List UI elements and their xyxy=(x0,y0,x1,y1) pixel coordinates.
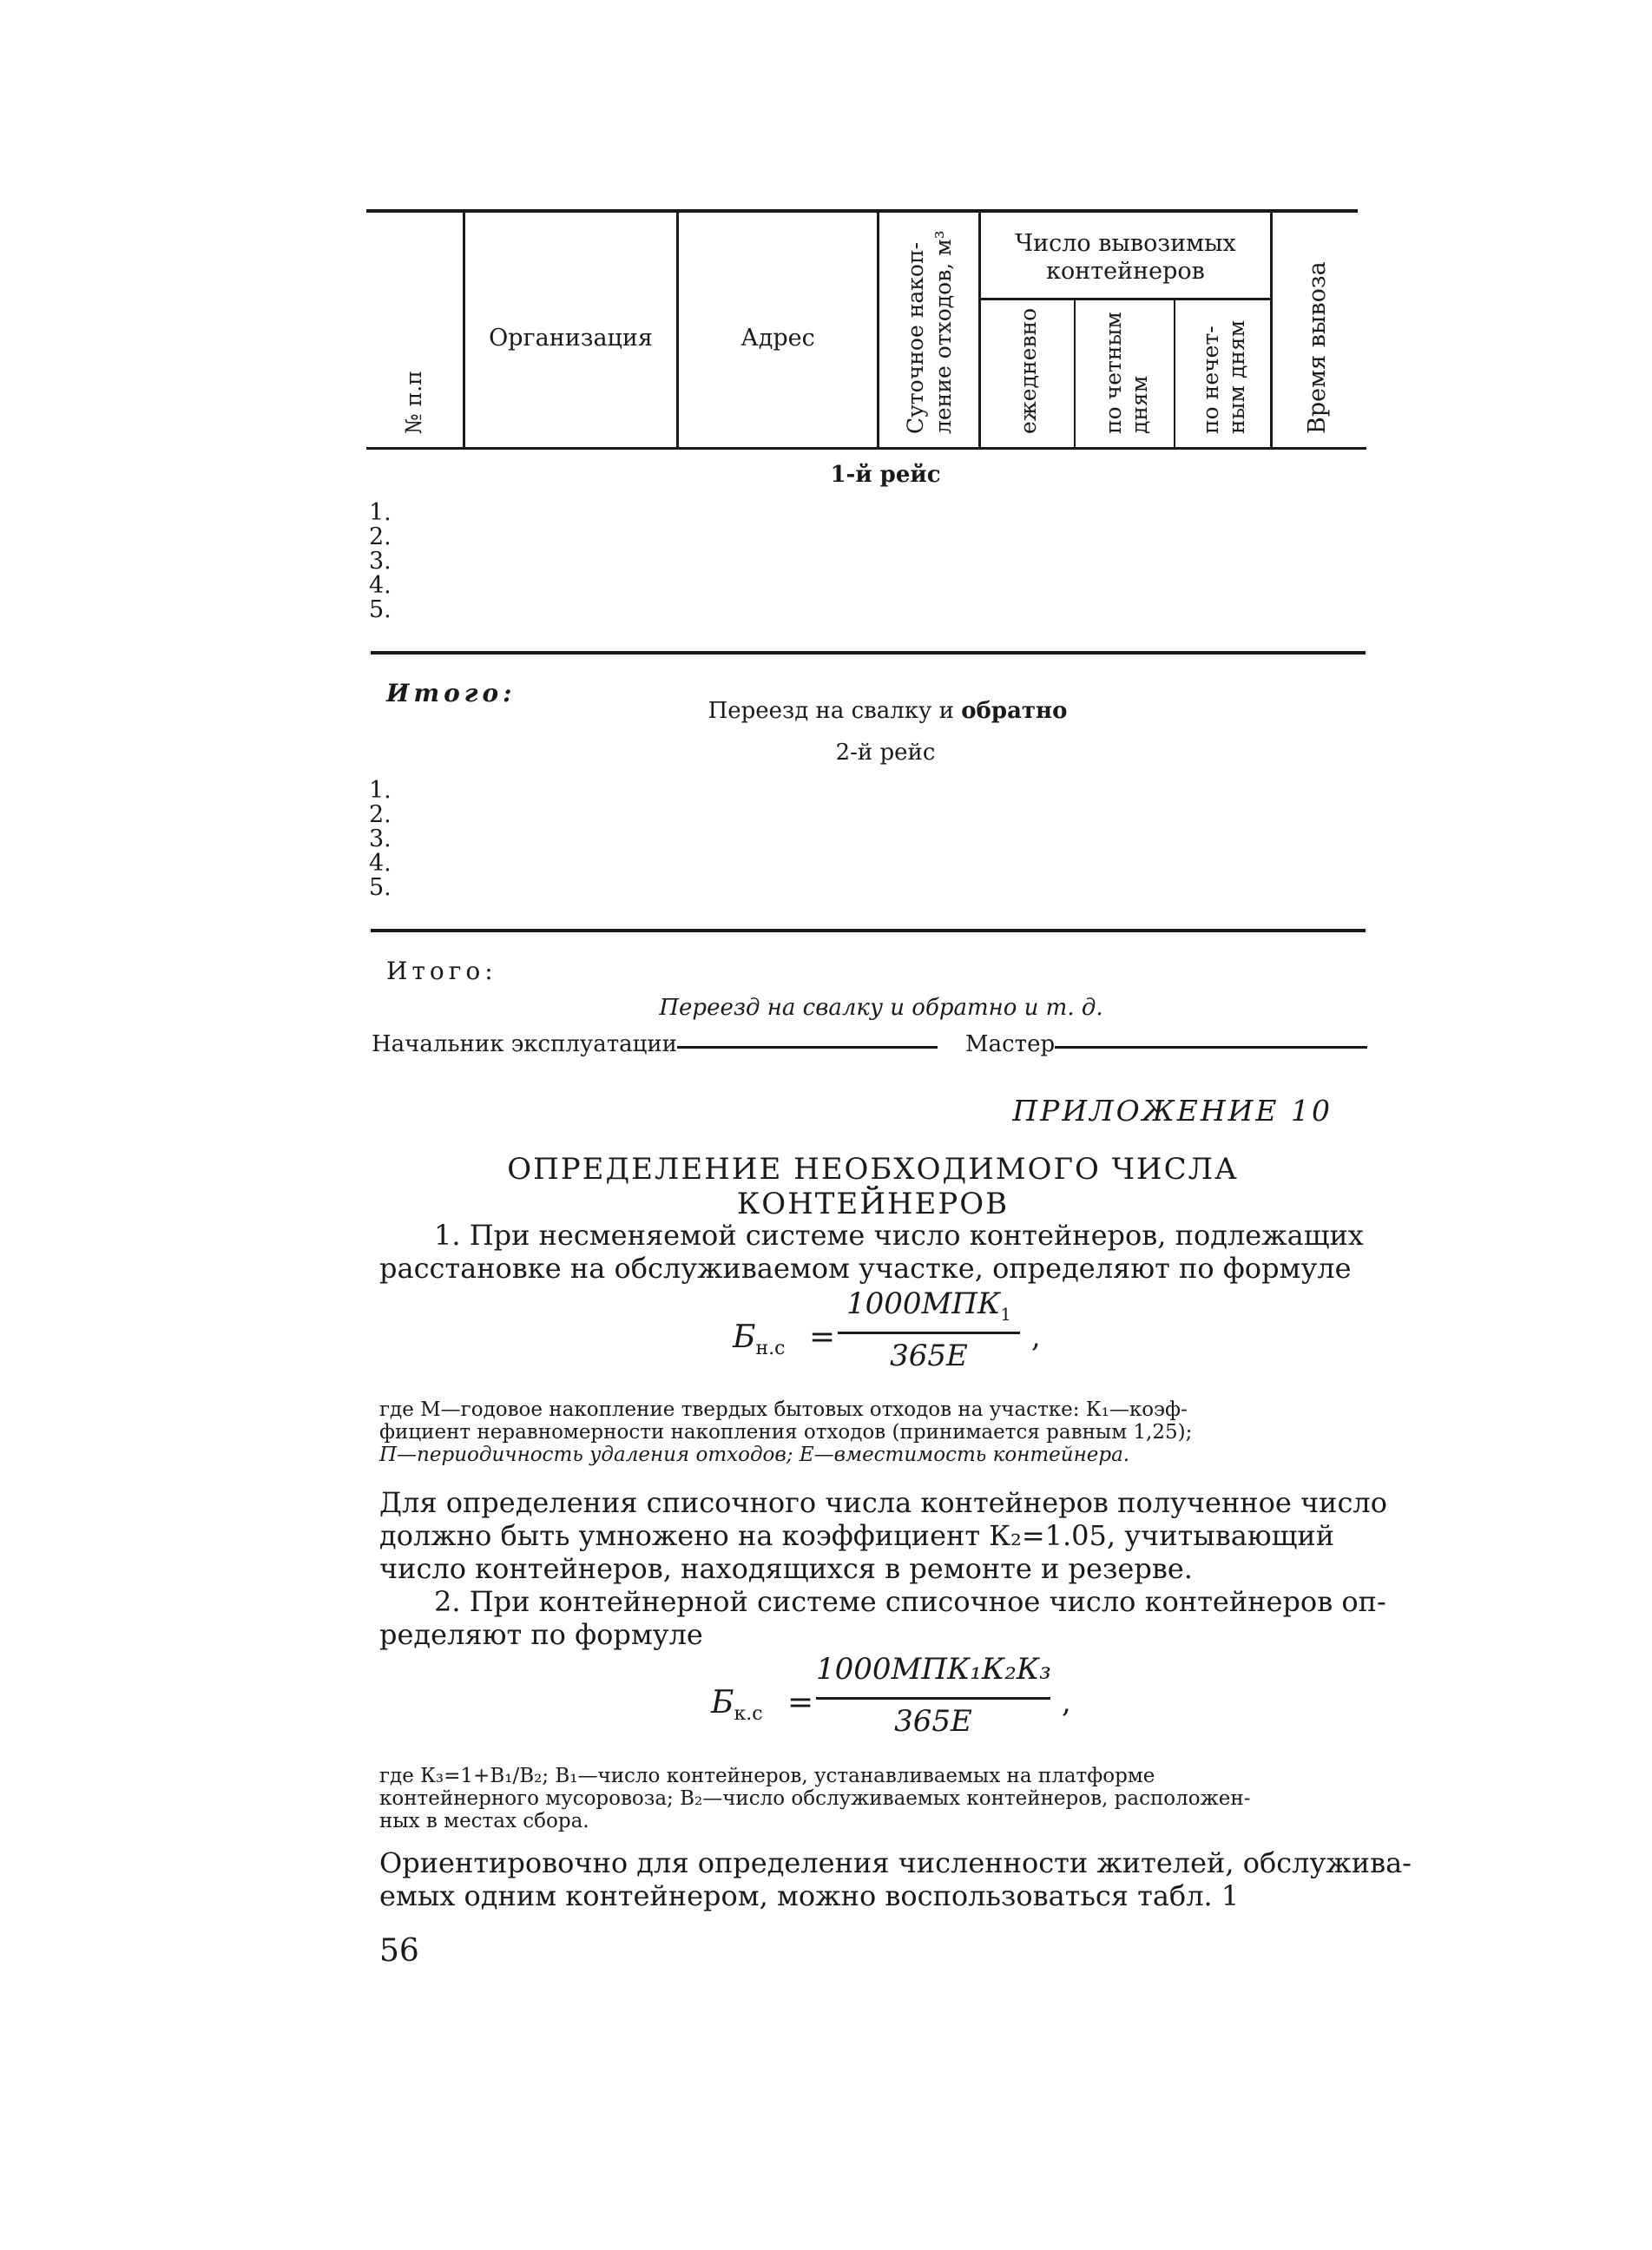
section2-note-line2: контейнерного мусоровоза; В₂—число обслуживаемых контейнеров, расположен- xyxy=(379,1787,1251,1810)
trip2-row-4: 4. xyxy=(369,850,392,877)
trip2-row-1: 1. xyxy=(369,777,392,804)
section1-para-line3: число контейнеров, находящихся в ремонте и резерве. xyxy=(379,1552,1193,1585)
trip1-row-4: 4. xyxy=(369,572,392,599)
trip1-bottom-rule xyxy=(371,651,1366,655)
header-time: Время вывоза xyxy=(1304,261,1331,434)
section1-note-line2: фициент неравномерности накопления отходов (принимается равным 1,25); xyxy=(379,1421,1193,1444)
section2-line1: 2. При контейнерной системе списочное число контейнеров оп- xyxy=(434,1585,1386,1618)
trip1-transfer-text: Переезд на свалку и xyxy=(708,698,962,724)
formula2-lhs-symbol: Б xyxy=(711,1685,734,1720)
trip2-row-3: 3. xyxy=(369,826,392,852)
trip2-row-2: 2. xyxy=(369,801,392,828)
formula1-lhs-symbol: Б xyxy=(733,1319,756,1355)
header-odd-days-line1: по нечет- xyxy=(1198,326,1223,434)
trip2-total: Итого: xyxy=(386,957,497,985)
page-number: 56 xyxy=(379,1933,419,1969)
header-containers-line2: контейнеров xyxy=(1046,258,1205,285)
trip1-row-3: 3. xyxy=(369,548,392,575)
section2-note-line1: где К₃=1+В₁/В₂; В₁—число контейнеров, устанавливаемых на платформе xyxy=(379,1765,1155,1787)
trip2-label: 2-й рейс xyxy=(835,740,936,766)
formula1-lhs-subscript: н.с xyxy=(755,1338,786,1360)
signature-master-label: Мастер xyxy=(965,1031,1056,1057)
table-header-bottom-rule xyxy=(366,447,1366,450)
trip2-transfer: Переезд на свалку и обратно и т. д. xyxy=(659,995,1103,1021)
formula1-equals: = xyxy=(809,1319,836,1355)
appendix-label: ПРИЛОЖЕНИЕ 10 xyxy=(1012,1094,1333,1128)
header-organization: Организация xyxy=(489,325,653,352)
trip1-transfer-bold: обратно xyxy=(961,698,1068,724)
formula2-comma: , xyxy=(1062,1685,1071,1720)
containers-group-rule xyxy=(981,298,1270,300)
formula1-lhs xyxy=(733,1319,785,1359)
appendix-title: ОПРЕДЕЛЕНИЕ НЕОБХОДИМОГО ЧИСЛА КОНТЕЙНЕРОВ xyxy=(507,1152,1239,1221)
formula1-numerator xyxy=(838,1286,1020,1325)
header-number: № п.п xyxy=(401,371,426,434)
header-even-days-line1: по четным xyxy=(1101,312,1126,434)
section1-line1: 1. При несменяемой системе число контейнеров, подлежащих xyxy=(434,1219,1364,1252)
section1-note-line1: где М—годовое накопление твердых бытовых отходов на участке: К₁—коэф- xyxy=(379,1398,1188,1421)
formula2-lhs xyxy=(711,1685,763,1725)
section1-line2: расстановке на обслуживаемом участке, определяют по формуле xyxy=(379,1252,1352,1285)
signature-master-line xyxy=(1055,1046,1367,1049)
signature-chief-line xyxy=(677,1046,938,1049)
section1-note-line3: П—периодичность удаления отходов; Е—вместимость контейнера. xyxy=(379,1444,1130,1466)
header-odd-days-line2: ным дням xyxy=(1224,319,1249,434)
table-top-rule xyxy=(366,209,1358,213)
trip1-label: 1-й рейс xyxy=(830,462,941,488)
signature-chief-label: Начальник эксплуатации xyxy=(372,1031,677,1057)
trip1-row-5: 5. xyxy=(369,596,392,623)
section2-para-line2: емых одним контейнером, можно воспользоваться табл. 1 xyxy=(379,1879,1240,1912)
trip1-row-2: 2. xyxy=(369,523,392,550)
header-even-days-line2: дням xyxy=(1127,375,1152,434)
header-daily-line1: Суточное накоп- xyxy=(903,241,928,434)
header-daily-frequency: ежедневно xyxy=(1016,307,1041,434)
formula1-fraction-bar xyxy=(838,1332,1020,1334)
trip2-bottom-rule xyxy=(371,929,1366,932)
col-divider xyxy=(1270,213,1273,447)
trip2-row-5: 5. xyxy=(369,874,392,901)
header-containers-line1: Число вывозимых xyxy=(1015,230,1236,257)
formula2-numerator: 1000МПК₁К₂К₃ xyxy=(816,1652,1051,1687)
formula2-equals: = xyxy=(787,1685,814,1720)
col-divider xyxy=(1074,299,1076,447)
formula2-lhs-subscript: к.с xyxy=(734,1703,763,1726)
formula2-denominator: 365E xyxy=(894,1704,972,1739)
formula2 xyxy=(708,1652,1107,1752)
header-daily-line2: ление отходов, м³ xyxy=(931,230,956,434)
header-address: Адрес xyxy=(740,325,815,352)
formula1-denominator: 365E xyxy=(890,1339,968,1373)
section2-para-line1: Ориентировочно для определения численности жителей, обслужива- xyxy=(379,1846,1412,1879)
section2-line2: ределяют по формуле xyxy=(379,1618,703,1651)
trip1-transfer xyxy=(608,698,1168,724)
trip1-row-1: 1. xyxy=(369,499,392,526)
col-divider xyxy=(1174,299,1175,447)
section2-note-line3: ных в местах сбора. xyxy=(379,1810,589,1832)
col-divider xyxy=(877,213,879,447)
formula1-numerator-subscript: 1 xyxy=(1000,1303,1012,1325)
section1-para-line1: Для определения списочного числа контейнеров полученное число xyxy=(379,1486,1387,1519)
formula2-fraction-bar xyxy=(816,1697,1050,1700)
formula1-comma: , xyxy=(1031,1319,1041,1354)
formula1 xyxy=(729,1286,1076,1386)
section1-para-line2: должно быть умножено на коэффициент К₂=1.05, учитывающий xyxy=(379,1519,1335,1552)
trip1-total: Итого: xyxy=(386,679,517,707)
formula1-numerator-text: 1000МПК xyxy=(846,1286,1001,1321)
